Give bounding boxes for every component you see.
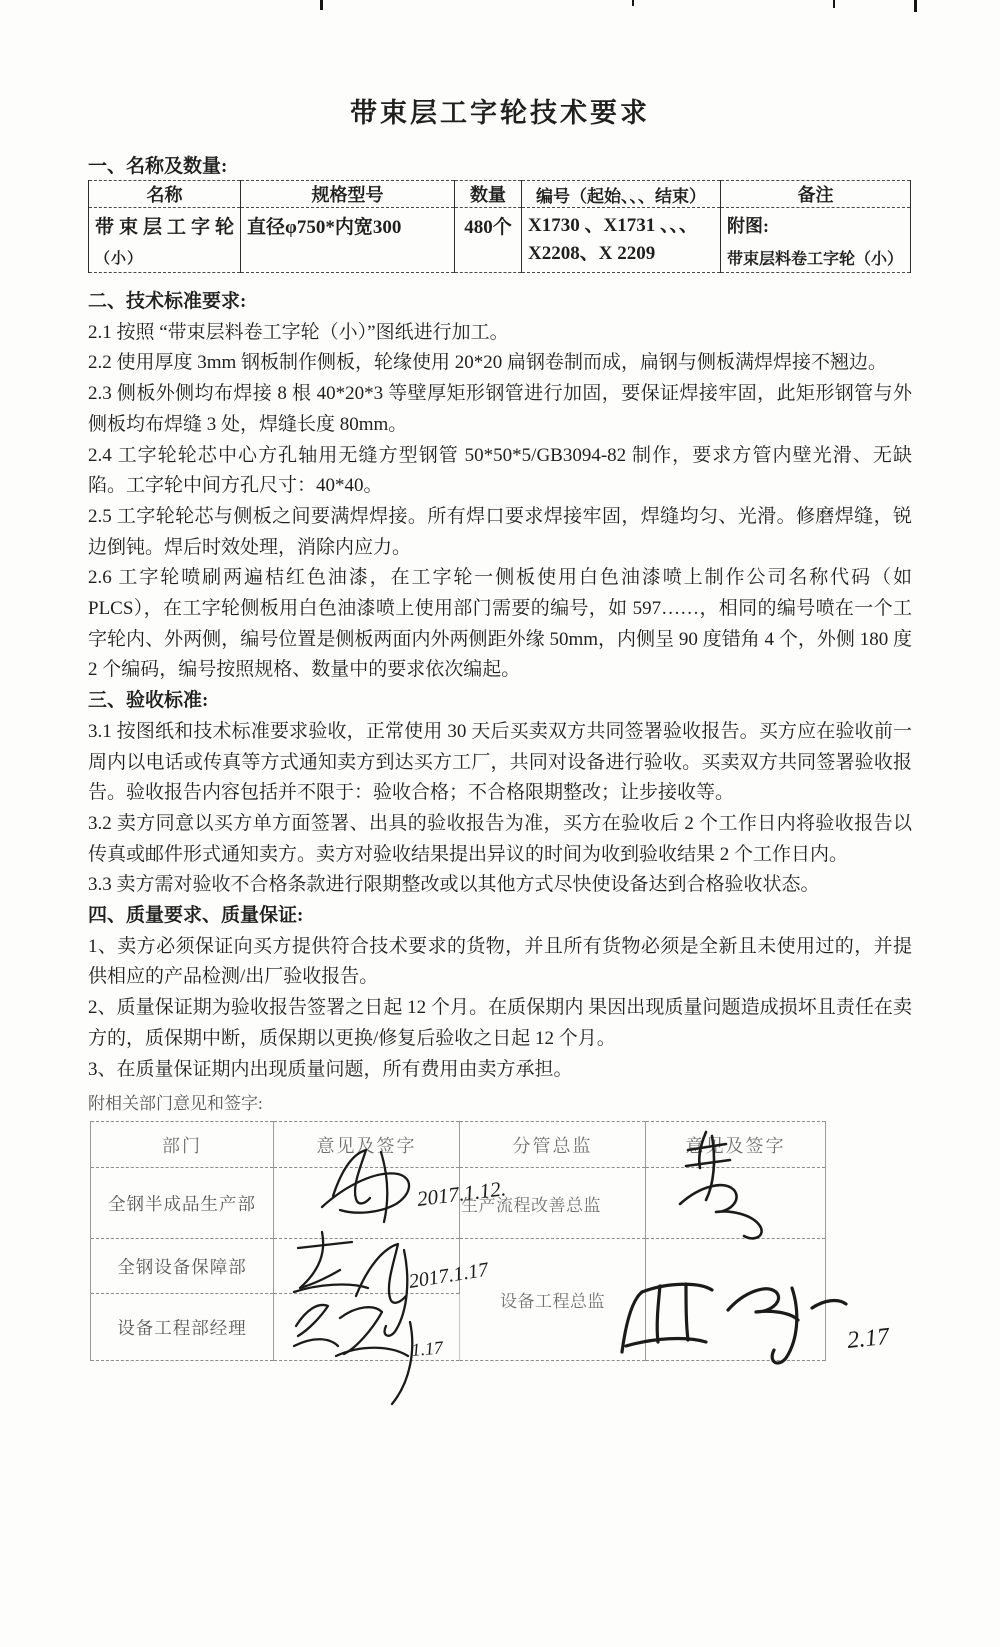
section1-heading: 一、名称及数量: bbox=[88, 156, 228, 177]
spec-col-note: 备注 bbox=[721, 181, 911, 208]
clause-3-2: 3.2 卖方同意以买方单方面签署、出具的验收报告为准，买方在验收后 2 个工作日内将验收报告以传真或邮件形式通知卖方。卖方对验收结果提出异议的时间为收到验收结果 2 个工作日内。 bbox=[88, 812, 912, 865]
clause-3-3: 3.3 卖方需对验收不合格条款进行限期整改或以其他方式尽快使设备达到合格验收状态。 bbox=[88, 874, 820, 896]
signoff-col-sign2: 意见及签字 bbox=[646, 1122, 826, 1168]
handwritten-date: 1.17 bbox=[410, 1337, 444, 1360]
cell-spec: 直径φ750*内宽300 bbox=[241, 208, 455, 273]
handwritten-date: 2.17 bbox=[845, 1323, 891, 1354]
clause-4-2: 2、质量保证期为验收报告签署之日起 12 个月。在质保期内 果因出现质量问题造成损坏且责任在卖方的，质保期中断，质保期以更换/修复后验收之日起 12 个月。 bbox=[88, 997, 912, 1049]
dept-name: 全钢半成品生产部 bbox=[91, 1168, 274, 1239]
clause-2-6: 2.6 工字轮喷刷两遍桔红色油漆，在工字轮一侧板使用白色油漆喷上制作公司名称代码（如 PLCS），在工字轮侧板用白色油漆喷上使用部门需要的编号，如 597……，相同的编号喷在一个工字轮内、外两侧，编号位置是侧板两面内外两侧距外缘 50mm，内侧呈 90 度错角 4 个，外侧 180 度 2 个编码，编号按照规格、数量中的要求依次编起。 bbox=[88, 567, 912, 681]
signoff-lead: 附相关部门意见和签字: bbox=[88, 1094, 263, 1114]
spec-table-header-row bbox=[89, 181, 911, 208]
dept-name: 全钢设备保障部 bbox=[91, 1239, 274, 1294]
cell-code: X1730 、X1731 、、、 X2208、X 2209 bbox=[522, 208, 721, 273]
signature-cell bbox=[274, 1168, 460, 1239]
spec-table bbox=[88, 180, 911, 273]
signoff-row-2 bbox=[91, 1239, 826, 1294]
section4-heading: 四、质量要求、质量保证: bbox=[88, 905, 304, 927]
spec-col-qty: 数量 bbox=[455, 181, 522, 208]
cell-note: 附图: 带束层料卷工字轮（小） bbox=[721, 208, 911, 273]
signature-cell bbox=[274, 1239, 460, 1294]
handwritten-date: 2017.1.17 bbox=[407, 1258, 490, 1293]
signature-cell bbox=[646, 1168, 826, 1239]
supervisor-title: 设备工程总监 bbox=[460, 1239, 646, 1361]
signoff-col-supervisor: 分管总监 bbox=[460, 1122, 646, 1168]
clause-2-3: 2.3 侧板外侧均布焊接 8 根 40*20*3 等壁厚矩形钢管进行加固，要保证焊接牢固，此矩形钢管与外侧板均布焊缝 3 处，焊缝长度 80mm。 bbox=[88, 383, 912, 435]
signoff-col-dept: 部门 bbox=[91, 1122, 274, 1168]
spec-table-data-row bbox=[89, 208, 911, 273]
section3-heading: 三、验收标准: bbox=[88, 690, 209, 712]
clause-4-3: 3、在质量保证期内出现质量问题，所有费用由卖方承担。 bbox=[88, 1058, 573, 1080]
document-content bbox=[88, 0, 912, 1361]
signoff-table bbox=[90, 1121, 826, 1361]
clause-2-1: 2.1 按照 “带束层料卷工字轮（小）”图纸进行加工。 bbox=[88, 321, 509, 343]
clause-3-1: 3.1 按图纸和技术标准要求验收，正常使用 30 天后买卖双方共同签署验收报告。买方应在验收前一周内以电话或传真等方式通知卖方到达买方工厂，共同对设备进行验收。买卖双方共同签署验收报告。验收报告内容包括并不限于：验收合格；不合格限期整改；让步接收等。 bbox=[88, 720, 912, 804]
spec-col-name: 名称 bbox=[89, 181, 241, 208]
signoff-header-row bbox=[91, 1122, 826, 1168]
clause-2-5: 2.5 工字轮轮芯与侧板之间要满焊焊接。所有焊口要求焊接牢固，焊缝均匀、光滑。修磨焊缝，锐边倒钝。焊后时效处理，消除内应力。 bbox=[88, 505, 912, 558]
section2-heading: 二、技术标准要求: bbox=[88, 291, 247, 312]
cell-name: 带束层工字轮 （小） bbox=[89, 208, 241, 273]
signature-cell bbox=[274, 1294, 460, 1361]
dept-name: 设备工程部经理 bbox=[91, 1294, 274, 1361]
signoff-col-sign1: 意见及签字 bbox=[274, 1122, 460, 1168]
document-body bbox=[88, 287, 912, 1085]
supervisor-title: 生产流程改善总监 bbox=[460, 1168, 646, 1239]
spec-col-code: 编号（起始、、、结束） bbox=[522, 181, 721, 208]
clause-4-1: 1、卖方必须保证向买方提供符合技术要求的货物，并且所有货物必须是全新且未使用过的，并提供相应的产品检测/出厂验收报告。 bbox=[88, 935, 912, 988]
clause-2-2: 2.2 使用厚度 3mm 钢板制作侧板，轮缘使用 20*20 扁钢卷制而成，扁钢与侧板满焊焊接不翘边。 bbox=[88, 352, 888, 374]
cell-qty: 480个 bbox=[455, 208, 522, 273]
scan-artifact bbox=[914, 0, 917, 12]
clause-2-4: 2.4 工字轮轮芯中心方孔轴用无缝方型钢管 50*50*5/GB3094-82 制作，要求方管内壁光滑、无缺陷。工字轮中间方孔尺寸：40*40。 bbox=[88, 444, 912, 497]
handwritten-date: 2017.1.12. bbox=[415, 1176, 508, 1211]
document-title: 带束层工字轮技术要求 bbox=[350, 98, 650, 128]
spec-col-model: 规格型号 bbox=[241, 181, 455, 208]
signoff-row-1 bbox=[91, 1168, 826, 1239]
signature-cell bbox=[646, 1239, 826, 1361]
